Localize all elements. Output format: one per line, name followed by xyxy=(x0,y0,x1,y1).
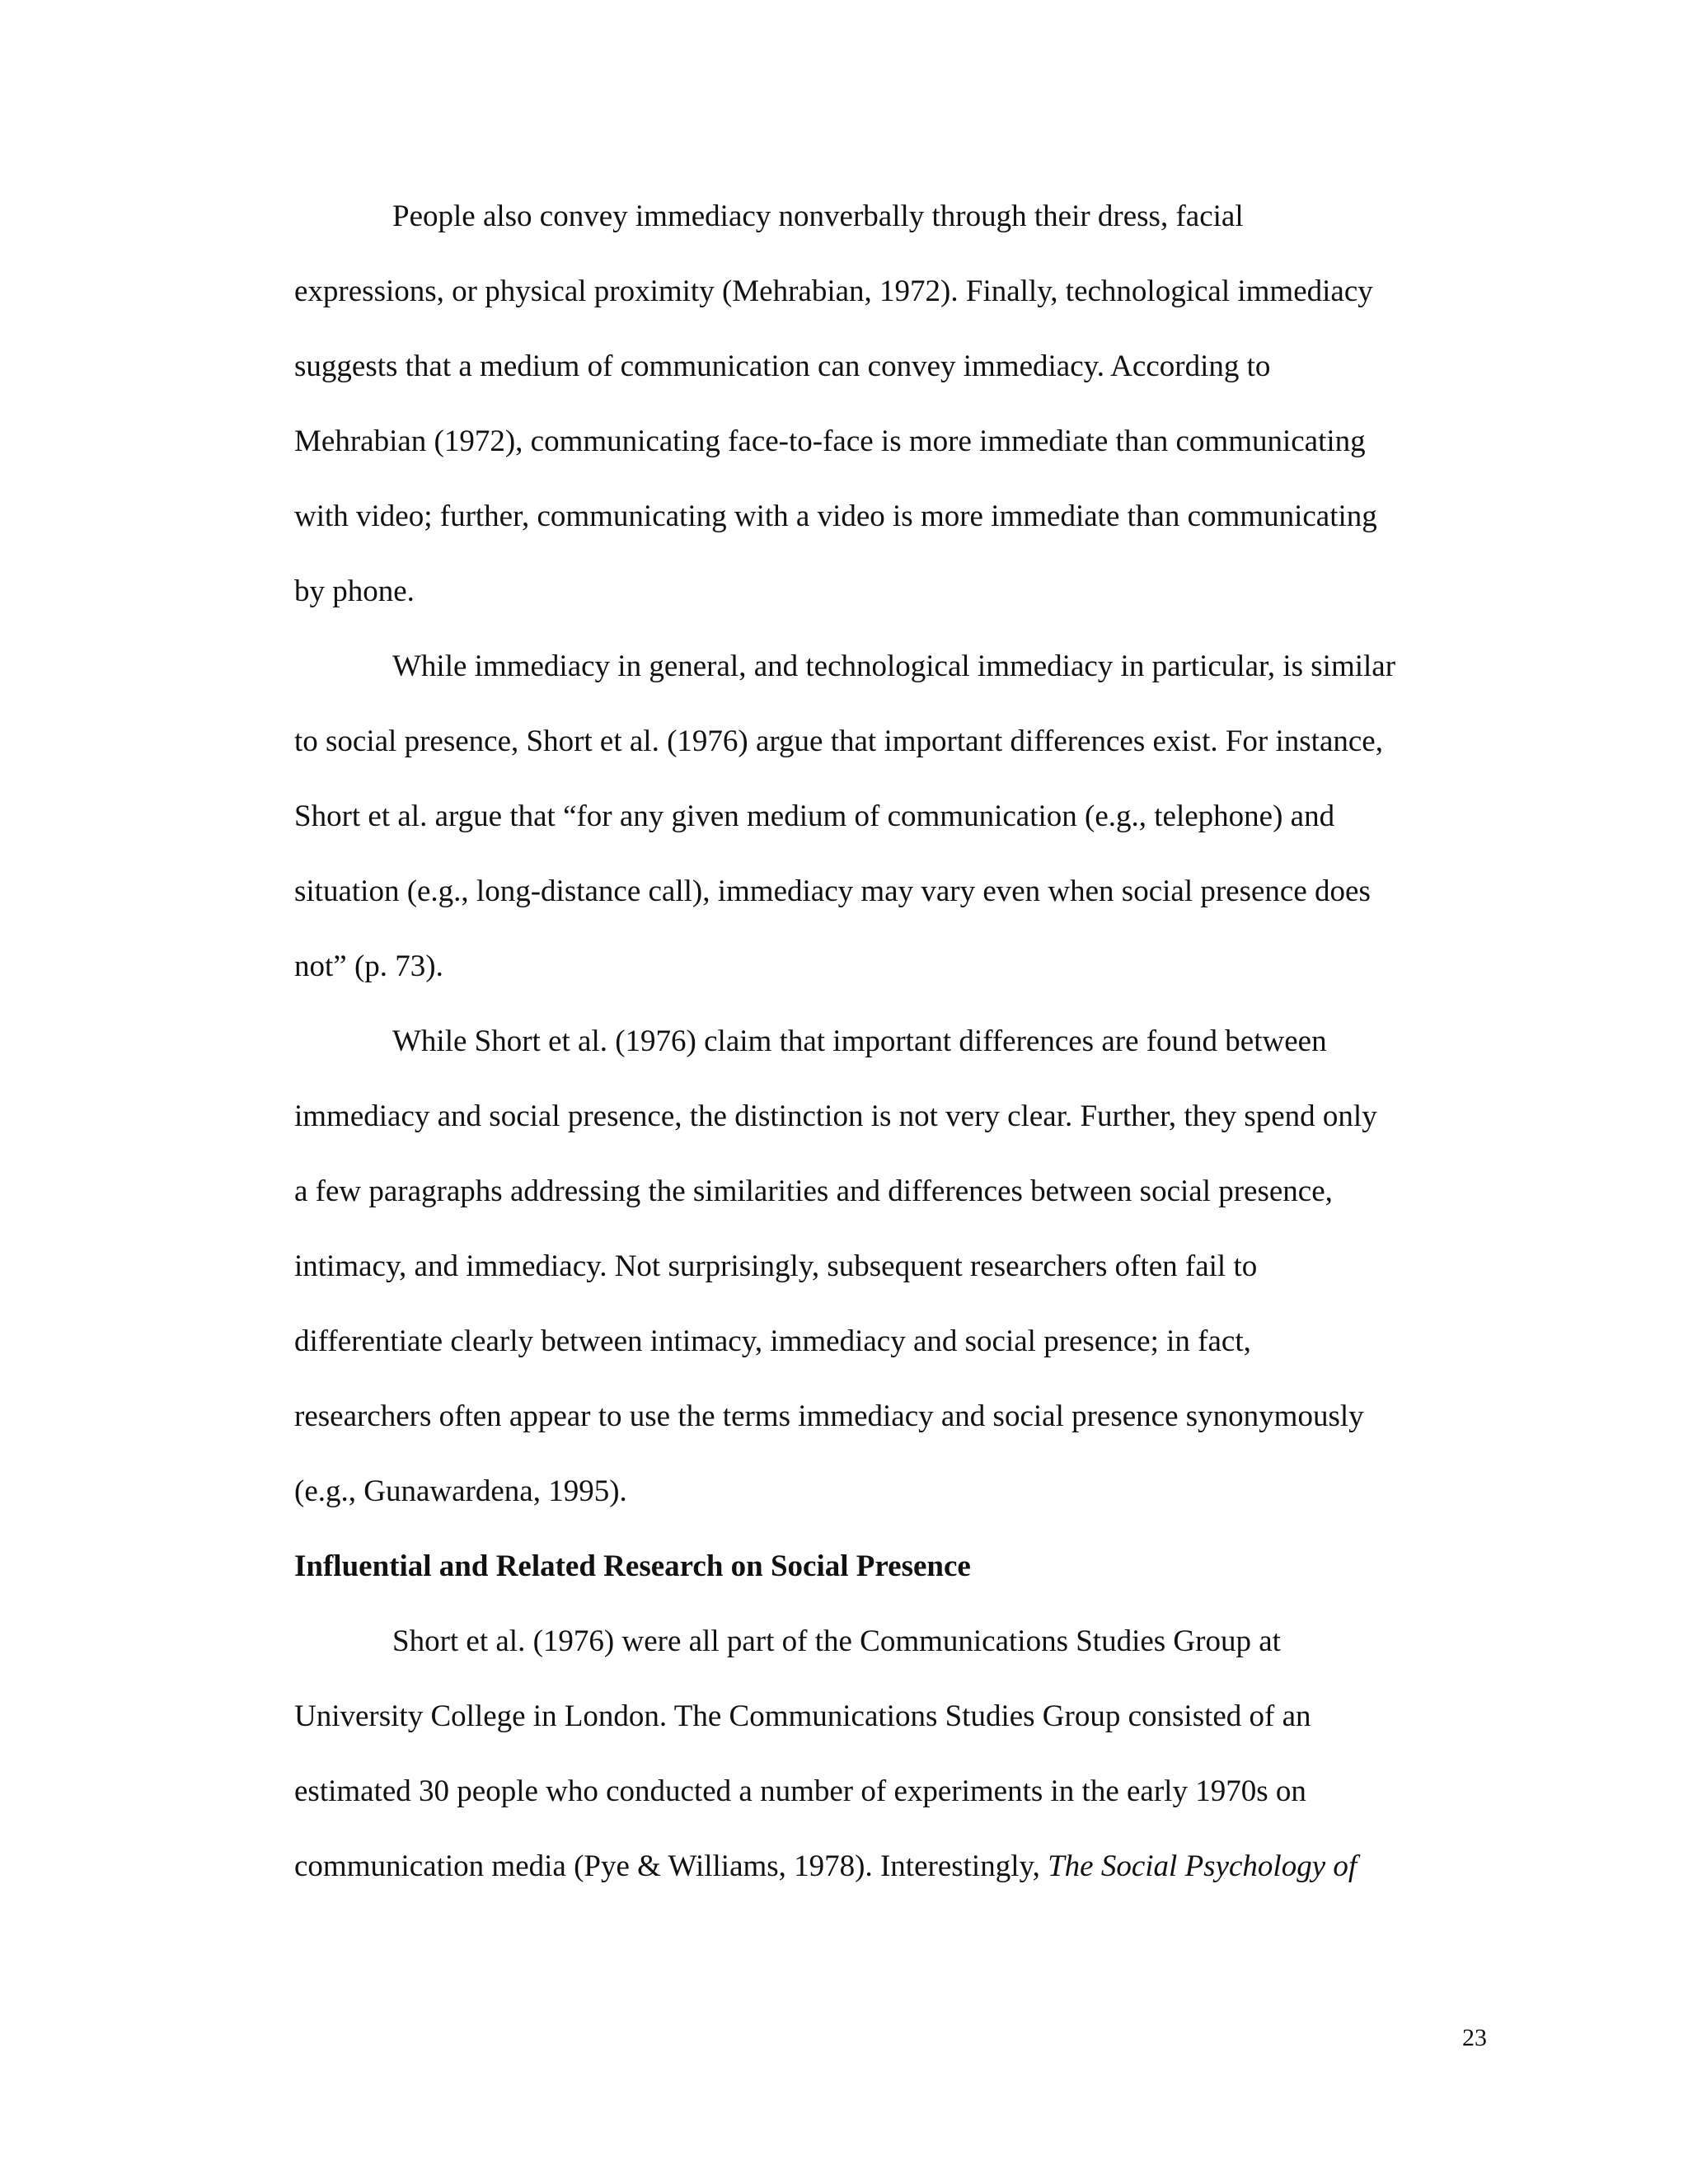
body-text-line: not” (p. 73). xyxy=(294,949,443,983)
book-title-italic: The Social Psychology of xyxy=(1048,1849,1357,1883)
section-heading: Influential and Related Research on Social Presence xyxy=(294,1549,971,1583)
body-text-line: situation (e.g., long-distance call), immediacy may vary even when social presence does xyxy=(294,874,1371,908)
body-text-line: (e.g., Gunawardena, 1995). xyxy=(294,1474,627,1508)
body-text-line: Mehrabian (1972), communicating face-to-face is more immediate than communicating xyxy=(294,424,1366,458)
body-text-line: While Short et al. (1976) claim that important differences are found between xyxy=(392,1024,1327,1058)
body-text-line: People also convey immediacy nonverbally through their dress, facial xyxy=(392,199,1244,233)
body-text-line: expressions, or physical proximity (Mehrabian, 1972). Finally, technological immediacy xyxy=(294,274,1373,308)
body-text-line: Short et al. argue that “for any given medium of communication (e.g., telephone) and xyxy=(294,799,1335,833)
body-text-line: intimacy, and immediacy. Not surprisingly, subsequent researchers often fail to xyxy=(294,1249,1258,1283)
body-text-line: to social presence, Short et al. (1976) argue that important differences exist. For instance, xyxy=(294,724,1383,758)
page-number: 23 xyxy=(1462,2024,1487,2051)
body-text-line: a few paragraphs addressing the similarities and differences between social presence, xyxy=(294,1174,1333,1208)
body-text-line: researchers often appear to use the terms immediacy and social presence synonymously xyxy=(294,1399,1364,1433)
body-text-line: estimated 30 people who conducted a number of experiments in the early 1970s on xyxy=(294,1774,1306,1808)
body-text-line: University College in London. The Communications Studies Group consisted of an xyxy=(294,1699,1311,1733)
body-text-line: suggests that a medium of communication can convey immediacy. According to xyxy=(294,349,1271,383)
body-text-line: with video; further, communicating with a video is more immediate than communicating xyxy=(294,499,1377,533)
body-text-line: immediacy and social presence, the distinction is not very clear. Further, they spend only xyxy=(294,1099,1377,1133)
body-text-line: While immediacy in general, and technological immediacy in particular, is similar xyxy=(392,649,1396,683)
body-text-line: Short et al. (1976) were all part of the Communications Studies Group at xyxy=(392,1624,1281,1658)
body-text-line: by phone. xyxy=(294,574,415,608)
body-text-line: differentiate clearly between intimacy, immediacy and social presence; in fact, xyxy=(294,1324,1251,1358)
body-text-line-last xyxy=(294,1848,1357,1886)
body-text-segment: communication media (Pye & Williams, 1978). Interestingly, xyxy=(294,1849,1048,1883)
